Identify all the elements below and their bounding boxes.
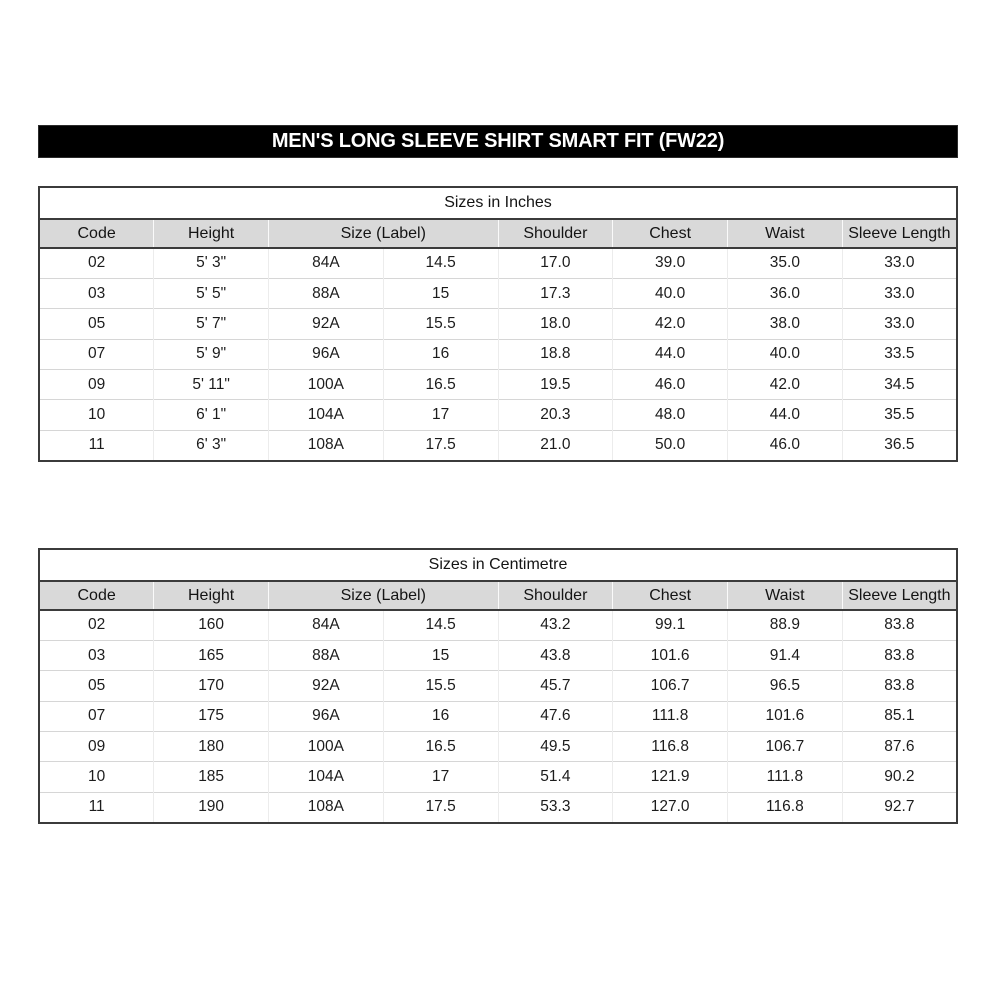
table-cell: 03 <box>39 640 154 670</box>
table-cell: 34.5 <box>842 370 957 400</box>
table-cell: 38.0 <box>728 309 843 339</box>
table-cell: 108A <box>269 430 384 460</box>
table-cell: 39.0 <box>613 248 728 278</box>
table-cell: 03 <box>39 278 154 308</box>
table-cell: 50.0 <box>613 430 728 460</box>
table-cell: 88.9 <box>728 610 843 640</box>
table-cell: 10 <box>39 400 154 430</box>
table-row <box>39 248 957 278</box>
table-cell: 92A <box>269 671 384 701</box>
table-cell: 02 <box>88 254 106 272</box>
product-title: MEN'S LONG SLEEVE SHIRT SMART FIT (FW22) <box>271 130 725 152</box>
table-cell: 14.5 <box>383 248 498 278</box>
table-cell: 87.6 <box>842 732 957 762</box>
table-cell: 10 <box>39 762 154 792</box>
table-cell: 88A <box>269 278 384 308</box>
table-cell: 18.8 <box>498 339 613 369</box>
size-table <box>38 548 958 824</box>
table-cell: 36.0 <box>728 278 843 308</box>
table-cell: 44.0 <box>728 400 843 430</box>
table-cell: 96A <box>269 339 384 369</box>
table-cell: 190 <box>154 792 269 822</box>
table-cell: 48.0 <box>613 400 728 430</box>
table-cell: 18.0 <box>498 309 613 339</box>
table-cell: 88A <box>269 640 384 670</box>
table-title: Sizes in Inches <box>39 187 957 219</box>
table-cell: 83.8 <box>842 640 957 670</box>
table-cell: 40.0 <box>613 278 728 308</box>
sizes-in-centimetre-table <box>38 548 958 824</box>
table-cell: 116.8 <box>728 792 843 822</box>
table-cell: 07 <box>39 339 154 369</box>
column-header-code: Code <box>39 219 154 248</box>
table-row <box>39 732 957 762</box>
table-cell: 15 <box>383 640 498 670</box>
table-cell: 96A <box>269 701 384 731</box>
table-cell: 17.5 <box>383 792 498 822</box>
table-cell: 33.0 <box>842 248 957 278</box>
table-cell: 127.0 <box>613 792 728 822</box>
product-title-banner <box>38 125 958 158</box>
table-cell: 100A <box>269 732 384 762</box>
table-cell: 35.5 <box>842 400 957 430</box>
table-row <box>39 762 957 792</box>
column-header-waist: Waist <box>728 219 843 248</box>
table-row <box>39 671 957 701</box>
table-cell: 170 <box>154 671 269 701</box>
table-cell: 5' 7" <box>154 309 269 339</box>
table-cell: 49.5 <box>498 732 613 762</box>
column-header-sleeve-length: Sleeve Length <box>842 581 957 610</box>
table-cell: 43.8 <box>498 640 613 670</box>
table-cell: 33.0 <box>842 309 957 339</box>
column-header-size-label: Size (Label) <box>269 219 499 248</box>
table-cell: 16.5 <box>383 732 498 762</box>
table-cell: 106.7 <box>613 671 728 701</box>
column-header-height: Height <box>154 581 269 610</box>
table-cell: 14.5 <box>383 610 498 640</box>
table-cell: 17 <box>383 400 498 430</box>
table-row <box>39 309 957 339</box>
table-cell: 90.2 <box>842 762 957 792</box>
table-row <box>39 278 957 308</box>
table-cell: 46.0 <box>613 370 728 400</box>
table-cell: 16 <box>383 701 498 731</box>
table-body <box>39 610 957 823</box>
table-cell: 111.8 <box>613 701 728 731</box>
size-table <box>38 186 958 462</box>
table-cell: 42.0 <box>728 370 843 400</box>
table-title: Sizes in Centimetre <box>39 549 957 581</box>
table-row <box>39 640 957 670</box>
table-row <box>39 610 957 640</box>
table-cell: 165 <box>154 640 269 670</box>
column-header-height: Height <box>154 219 269 248</box>
table-row <box>39 430 957 460</box>
table-cell: 106.7 <box>728 732 843 762</box>
column-header-sleeve-length: Sleeve Length <box>842 219 957 248</box>
table-cell: 33.0 <box>842 278 957 308</box>
table-cell: 45.7 <box>498 671 613 701</box>
table-cell: 99.1 <box>613 610 728 640</box>
table-cell: 83.8 <box>842 610 957 640</box>
table-cell: 11 <box>39 792 154 822</box>
table-title-row <box>39 549 957 581</box>
table-cell: 104A <box>269 762 384 792</box>
table-body <box>39 248 957 461</box>
table-cell: 02 <box>88 616 106 634</box>
table-cell: 33.5 <box>842 339 957 369</box>
table-cell: 15 <box>383 278 498 308</box>
table-cell: 15.5 <box>383 309 498 339</box>
table-cell: 36.5 <box>842 430 957 460</box>
table-cell: 17.3 <box>498 278 613 308</box>
table-cell: 160 <box>154 610 269 640</box>
table-cell: 116.8 <box>613 732 728 762</box>
table-cell: 35.0 <box>728 248 843 278</box>
table-cell: 104A <box>269 400 384 430</box>
table-cell: 16 <box>383 339 498 369</box>
table-row <box>39 339 957 369</box>
table-cell: 111.8 <box>728 762 843 792</box>
table-row <box>39 370 957 400</box>
table-cell: 44.0 <box>613 339 728 369</box>
table-cell: 15.5 <box>383 671 498 701</box>
table-cell: 09 <box>39 370 154 400</box>
table-row <box>39 400 957 430</box>
sizes-in-inches-table <box>38 186 958 462</box>
column-header-code: Code <box>39 581 154 610</box>
table-cell: 5' 3" <box>154 248 269 278</box>
table-cell: 5' 9" <box>154 339 269 369</box>
table-cell: 96.5 <box>728 671 843 701</box>
table-cell: 6' 1" <box>154 400 269 430</box>
table-cell: 92A <box>269 309 384 339</box>
table-cell: 40.0 <box>728 339 843 369</box>
table-row <box>39 792 957 822</box>
table-cell: 17.5 <box>383 430 498 460</box>
table-title-row <box>39 187 957 219</box>
table-cell: 121.9 <box>613 762 728 792</box>
table-cell: 51.4 <box>498 762 613 792</box>
table-cell: 84A <box>269 610 384 640</box>
table-cell: 92.7 <box>842 792 957 822</box>
table-cell: 85.1 <box>842 701 957 731</box>
table-row <box>39 701 957 731</box>
table-cell: 07 <box>39 701 154 731</box>
column-header-shoulder: Shoulder <box>498 581 613 610</box>
table-cell: 16.5 <box>383 370 498 400</box>
column-header-size-label: Size (Label) <box>269 581 499 610</box>
table-cell: 83.8 <box>842 671 957 701</box>
table-cell: 180 <box>154 732 269 762</box>
table-cell: 91.4 <box>728 640 843 670</box>
table-cell: 42.0 <box>613 309 728 339</box>
table-cell: 05 <box>39 671 154 701</box>
table-cell: 46.0 <box>728 430 843 460</box>
table-cell: 101.6 <box>613 640 728 670</box>
column-header-shoulder: Shoulder <box>498 219 613 248</box>
table-cell: 53.3 <box>498 792 613 822</box>
table-cell: 100A <box>269 370 384 400</box>
table-cell: 43.2 <box>498 610 613 640</box>
table-cell: 101.6 <box>728 701 843 731</box>
table-cell: 84A <box>269 248 384 278</box>
table-cell: 17 <box>383 762 498 792</box>
column-header-chest: Chest <box>613 581 728 610</box>
table-cell: 175 <box>154 701 269 731</box>
table-cell: 19.5 <box>498 370 613 400</box>
table-cell: 6' 3" <box>154 430 269 460</box>
column-header-row <box>39 581 957 610</box>
table-cell: 108A <box>269 792 384 822</box>
table-cell: 11 <box>39 430 154 460</box>
table-cell: 21.0 <box>498 430 613 460</box>
table-cell: 17.0 <box>498 248 613 278</box>
table-cell: 5' 11" <box>154 370 269 400</box>
table-cell: 09 <box>39 732 154 762</box>
column-header-waist: Waist <box>728 581 843 610</box>
table-cell: 47.6 <box>498 701 613 731</box>
table-cell: 5' 5" <box>154 278 269 308</box>
table-cell: 20.3 <box>498 400 613 430</box>
column-header-row <box>39 219 957 248</box>
table-cell: 185 <box>154 762 269 792</box>
column-header-chest: Chest <box>613 219 728 248</box>
table-cell: 05 <box>39 309 154 339</box>
